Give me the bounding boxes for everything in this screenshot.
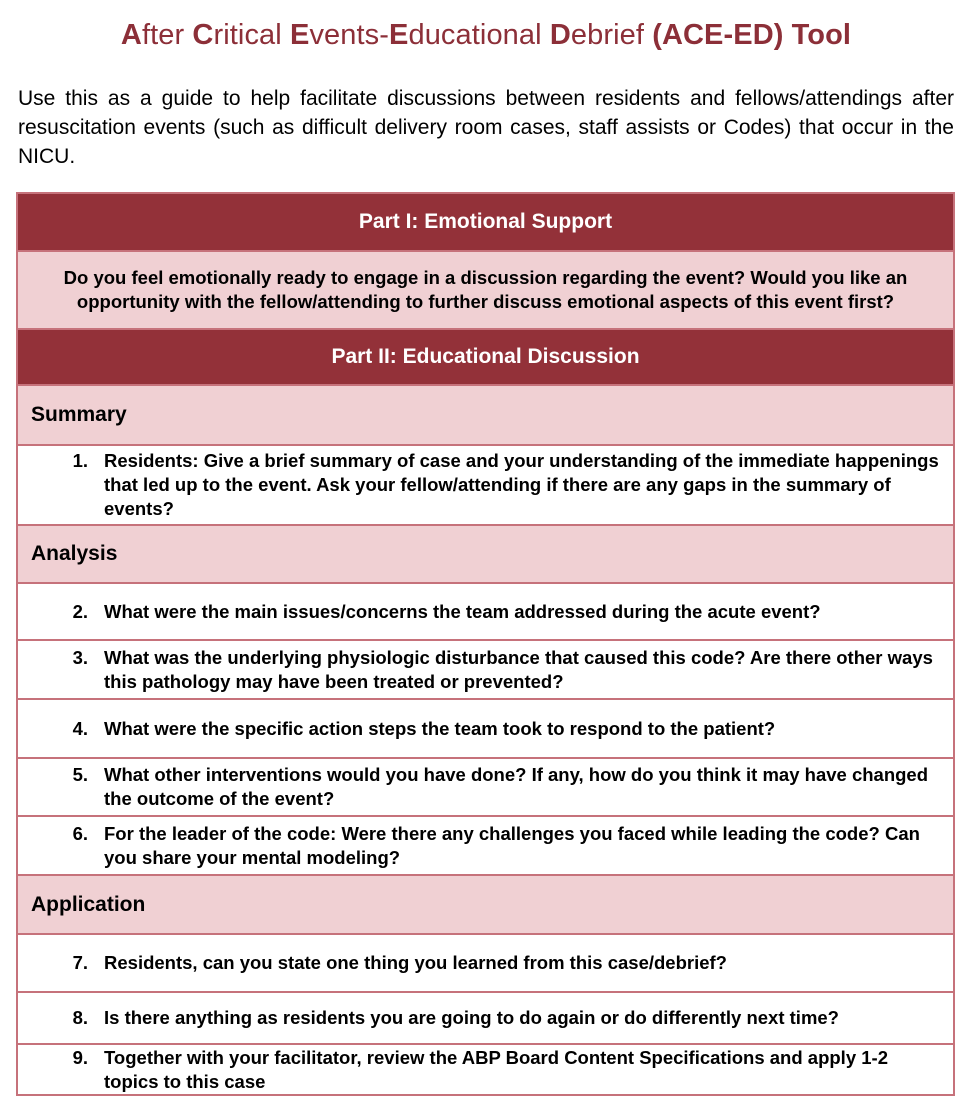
- item-text: Is there anything as residents you are going to do again or do differently next time?: [104, 1007, 839, 1028]
- item-text: What were the specific action steps the team took to respond to the patient?: [104, 717, 776, 739]
- title-segment: ducational: [408, 19, 550, 51]
- item-number: 3.: [72, 646, 88, 668]
- title-segment: ritical: [213, 19, 290, 51]
- section-analysis-row: [17, 525, 954, 583]
- item-number: 7.: [72, 952, 88, 973]
- item-text: For the leader of the code: Were there any challenges you faced while leading the code? Can you share your mental modeling?: [104, 822, 920, 868]
- section-application-row: [17, 875, 954, 934]
- list-item: [17, 1044, 954, 1095]
- part1-heading-row: [17, 193, 954, 251]
- item-text: What was the underlying physiologic disturbance that caused this code? Are there other ways this pathology may have been treated or prevented?: [104, 646, 933, 692]
- debrief-table: [16, 192, 955, 1096]
- item-text: What were the main issues/concerns the team addressed during the acute event?: [104, 600, 821, 622]
- part1-question-row: [17, 251, 954, 329]
- part2-heading-row: [17, 329, 954, 385]
- title-segment: E: [289, 19, 310, 51]
- title-segment: E: [389, 19, 409, 51]
- title-segment: D: [549, 19, 571, 51]
- part2-heading: Part II: Educational Discussion: [17, 329, 954, 385]
- page-title: [0, 19, 972, 52]
- list-item: [17, 583, 954, 640]
- part1-question: Do you feel emotionally ready to engage in a discussion regarding the event? Would you like an opportunity with the fellow/attending to further discuss emotional aspects of this event first?: [17, 251, 954, 329]
- list-item: [17, 640, 954, 699]
- title-segment: fter: [141, 19, 193, 51]
- title-segment: (ACE-ED) Tool: [652, 19, 852, 51]
- item-text: Residents: Give a brief summary of case and your understanding of the immediate happenings that led up to the event. Ask your fellow/attending if there are any gaps in the summary of events?: [104, 450, 939, 519]
- part1-heading: Part I: Emotional Support: [17, 193, 954, 251]
- title-segment: C: [192, 19, 214, 51]
- item-number: 9.: [72, 1046, 88, 1068]
- intro-paragraph: Use this as a guide to help facilitate discussions between residents and fellows/attendings after resuscitation events (such as difficult delivery room cases, staff assists or Codes) that occur in the NICU.: [18, 87, 954, 168]
- section-analysis-label: Analysis: [17, 525, 954, 583]
- item-text: Together with your facilitator, review the ABP Board Content Specifications and apply 1-2 topics to this case: [104, 1046, 888, 1092]
- item-number: 4.: [72, 717, 88, 739]
- item-text: What other interventions would you have done? If any, how do you think it may have changed the outcome of the event?: [104, 764, 929, 809]
- title-segment: ebrief: [570, 19, 653, 51]
- list-item: [17, 992, 954, 1044]
- item-number: 8.: [72, 1007, 88, 1028]
- item-number: 1.: [72, 450, 88, 471]
- item-number: 2.: [72, 600, 88, 622]
- section-summary-row: [17, 385, 954, 445]
- title-segment: vents-: [309, 19, 390, 51]
- section-summary-label: Summary: [17, 385, 954, 445]
- list-item: [17, 445, 954, 525]
- list-item: [17, 816, 954, 875]
- list-item: [17, 758, 954, 816]
- item-number: 5.: [72, 764, 88, 785]
- list-item: [17, 934, 954, 992]
- item-text: Residents, can you state one thing you learned from this case/debrief?: [104, 952, 727, 973]
- item-number: 6.: [72, 822, 88, 844]
- list-item: [17, 699, 954, 758]
- title-segment: A: [120, 19, 142, 51]
- section-application-label: Application: [17, 875, 954, 934]
